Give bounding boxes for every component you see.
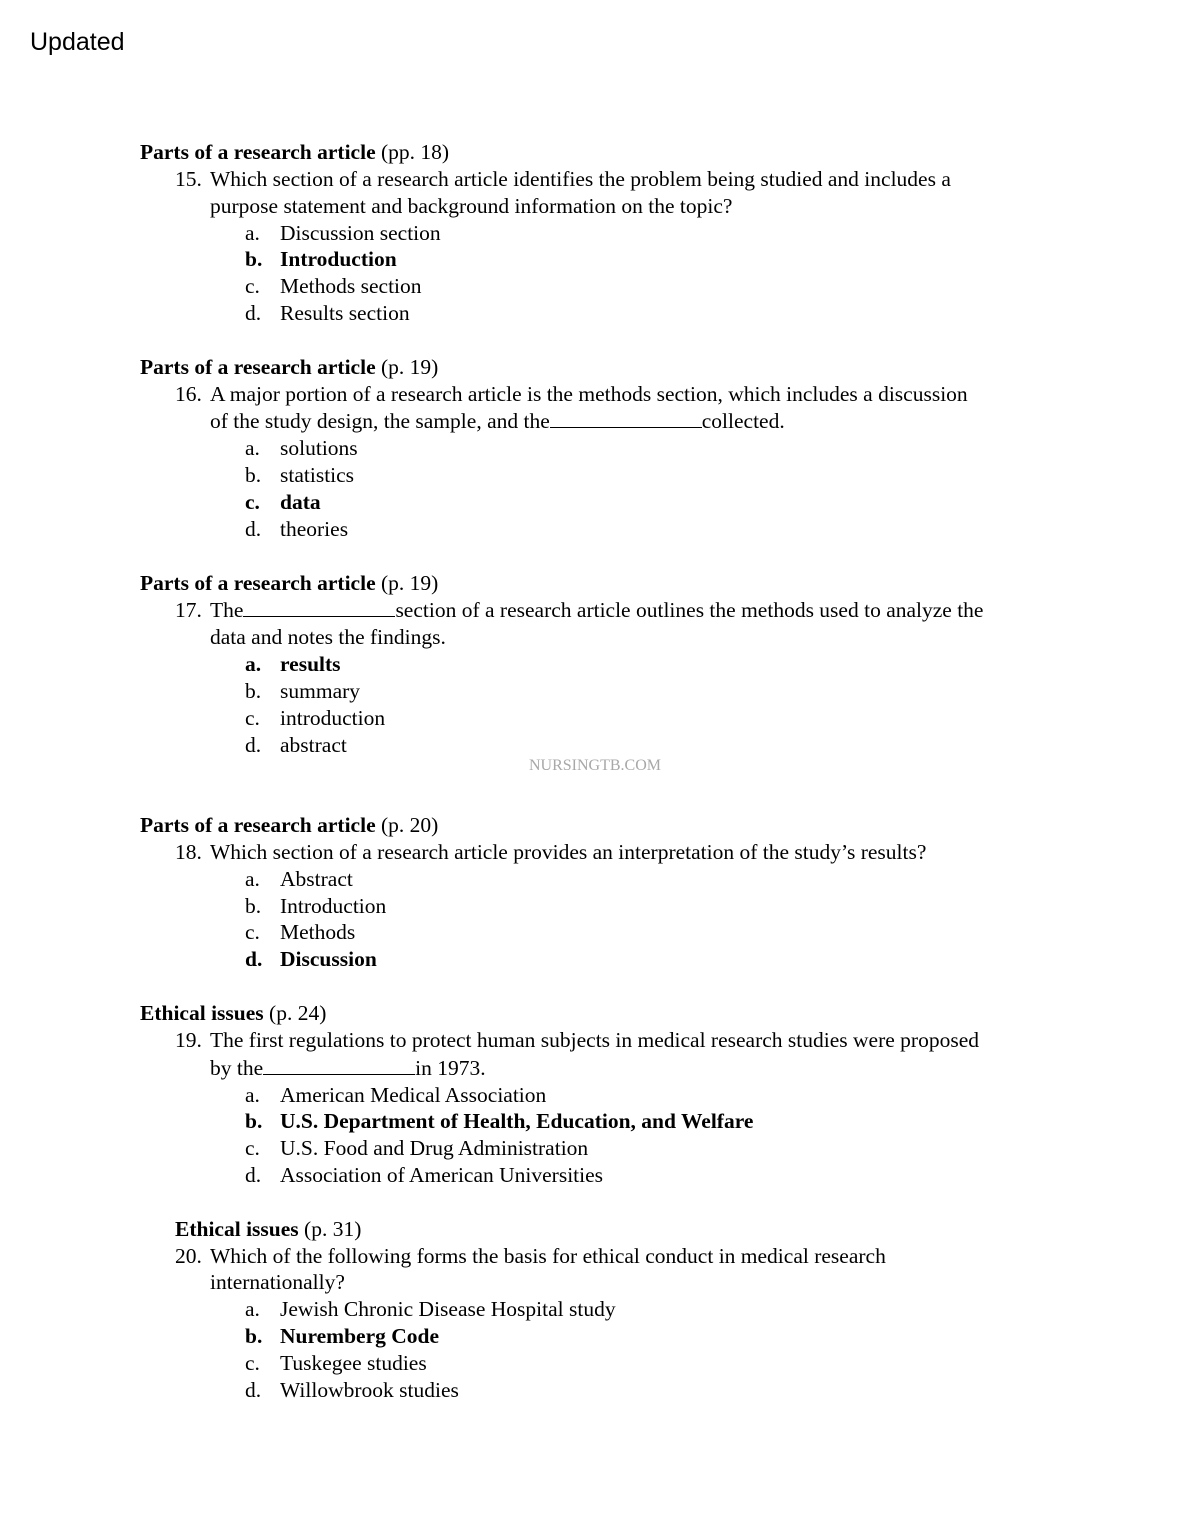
answer-option xyxy=(245,705,983,732)
fill-in-blank xyxy=(550,407,702,428)
page-reference: (p. 19) xyxy=(380,570,439,595)
question-text-line xyxy=(210,193,983,220)
answer-option xyxy=(245,435,983,462)
answer-option xyxy=(245,732,983,759)
answer-option xyxy=(245,1135,983,1162)
answer-option-correct xyxy=(245,246,983,273)
option-letter: a. xyxy=(245,652,262,677)
question-block xyxy=(140,1000,983,1189)
option-text: Methods section xyxy=(280,274,422,299)
option-letter: a. xyxy=(245,1082,260,1107)
option-letter: a. xyxy=(245,220,260,245)
option-letter: b. xyxy=(245,247,263,272)
question-text-line xyxy=(175,839,983,866)
section-heading xyxy=(175,1216,983,1243)
option-letter: b. xyxy=(245,678,262,703)
question-number: 18. xyxy=(175,839,202,864)
answer-option xyxy=(245,1162,983,1189)
option-letter: b. xyxy=(245,1109,263,1134)
topic-title: Ethical issues xyxy=(140,1001,264,1025)
topic-title: Parts of a research article xyxy=(140,140,376,164)
option-letter: c. xyxy=(245,274,260,299)
option-text: results xyxy=(280,652,341,677)
updated-label: Updated xyxy=(30,28,125,56)
section-heading xyxy=(140,354,983,381)
watermark: NURSINGTB.COM xyxy=(528,757,661,774)
question-number: 17. xyxy=(175,598,202,623)
section-heading xyxy=(140,812,983,839)
section-heading xyxy=(140,139,983,166)
question-block xyxy=(140,1216,983,1404)
answer-option-correct xyxy=(245,489,983,516)
topic-title: Parts of a research article xyxy=(140,570,376,595)
question-text: in 1973. xyxy=(415,1055,486,1080)
question-text: internationally? xyxy=(210,1270,345,1295)
question-text: Which section of a research article provides an interpretation of the study’s results? xyxy=(210,839,927,864)
option-text: Introduction xyxy=(280,893,387,918)
option-text: Nuremberg Code xyxy=(280,1324,440,1349)
option-text: solutions xyxy=(280,436,358,461)
question-text-line xyxy=(175,1027,983,1054)
topic-title: Parts of a research article xyxy=(140,354,376,379)
option-letter: a. xyxy=(245,866,260,891)
option-letter: c. xyxy=(245,1136,260,1161)
option-letter: a. xyxy=(245,436,260,461)
question-number: 16. xyxy=(175,381,202,406)
answer-option xyxy=(245,1377,983,1404)
option-text: introduction xyxy=(280,705,386,730)
question-text: The first regulations to protect human subjects in medical research studies were proposed xyxy=(210,1027,979,1052)
answer-option xyxy=(245,273,983,300)
question-text-line xyxy=(210,624,983,651)
question-text-line xyxy=(175,381,983,408)
option-letter: d. xyxy=(245,1163,262,1188)
fill-in-blank xyxy=(263,1054,415,1075)
option-text: Tuskegee studies xyxy=(280,1350,427,1375)
question-number: 15. xyxy=(175,166,202,191)
option-text: data xyxy=(280,489,321,514)
question-text: section of a research article outlines the methods used to analyze the xyxy=(395,598,984,623)
option-letter: c. xyxy=(245,489,260,514)
option-text: summary xyxy=(280,678,361,703)
answer-option xyxy=(245,1082,983,1109)
section-heading xyxy=(140,1000,983,1027)
option-text: Willowbrook studies xyxy=(280,1377,459,1402)
answer-option-correct xyxy=(245,946,983,973)
question-text: The xyxy=(210,598,244,623)
option-text: Introduction xyxy=(280,247,397,272)
option-letter: d. xyxy=(245,732,262,757)
question-text: collected. xyxy=(701,409,785,434)
question-text: Which of the following forms the basis for ethical conduct in medical research xyxy=(210,1243,886,1268)
answer-option xyxy=(245,516,983,543)
page-reference: (p. 24) xyxy=(269,1001,327,1025)
option-text: Discussion xyxy=(280,947,377,972)
question-text: by the xyxy=(210,1055,264,1080)
option-text: theories xyxy=(280,516,349,541)
answer-option xyxy=(245,220,983,247)
option-text: Jewish Chronic Disease Hospital study xyxy=(280,1297,616,1322)
question-text-line xyxy=(210,1269,983,1296)
topic-title: Parts of a research article xyxy=(140,813,376,838)
fill-in-blank xyxy=(243,596,395,617)
answer-option xyxy=(245,678,983,705)
option-text: U.S. Food and Drug Administration xyxy=(280,1136,589,1161)
section-heading xyxy=(140,570,983,597)
question-block xyxy=(140,570,983,759)
question-text-line xyxy=(175,1243,983,1270)
option-letter: b. xyxy=(245,893,262,918)
option-text: abstract xyxy=(280,732,347,757)
option-letter: c. xyxy=(245,920,260,945)
topic-title: Ethical issues xyxy=(175,1216,299,1241)
option-text: Association of American Universities xyxy=(280,1163,604,1188)
question-text: data and notes the findings. xyxy=(210,625,446,650)
option-text: Abstract xyxy=(280,866,353,891)
question-number: 20. xyxy=(175,1243,202,1268)
answer-option xyxy=(245,919,983,946)
page-reference: (p. 20) xyxy=(380,813,439,838)
option-letter: b. xyxy=(245,463,262,488)
option-text: U.S. Department of Health, Education, and Welfare xyxy=(280,1109,754,1134)
answer-option xyxy=(245,462,983,489)
option-letter: a. xyxy=(245,1297,260,1322)
option-text: Discussion section xyxy=(280,220,441,245)
question-text: Which section of a research article identifies the problem being studied and includes a xyxy=(210,166,951,191)
question-text-line xyxy=(210,407,983,435)
question-list xyxy=(140,139,983,1431)
option-letter: d. xyxy=(245,947,263,972)
answer-option xyxy=(245,300,983,327)
answer-option xyxy=(245,866,983,893)
option-letter: d. xyxy=(245,516,262,541)
page-reference: (p. 31) xyxy=(304,1216,362,1241)
question-text: purpose statement and background information on the topic? xyxy=(210,193,733,218)
option-text: statistics xyxy=(280,463,355,488)
question-text-line xyxy=(175,596,983,624)
option-letter: c. xyxy=(245,1350,260,1375)
page-reference: (p. 19) xyxy=(380,354,439,379)
answer-option-correct xyxy=(245,1108,983,1135)
option-text: Methods xyxy=(280,920,356,945)
option-text: American Medical Association xyxy=(280,1082,547,1107)
option-letter: c. xyxy=(245,705,260,730)
question-block xyxy=(140,354,983,543)
question-text-line xyxy=(210,1054,983,1082)
answer-option xyxy=(245,1350,983,1377)
answer-option xyxy=(245,1296,983,1323)
option-text: Results section xyxy=(280,301,410,326)
answer-option-correct xyxy=(245,651,983,678)
answer-option-correct xyxy=(245,1323,983,1350)
option-letter: b. xyxy=(245,1324,263,1349)
answer-option xyxy=(245,893,983,920)
question-text: A major portion of a research article is the methods section, which includes a discussion xyxy=(210,381,968,406)
option-letter: d. xyxy=(245,1377,262,1402)
question-number: 19. xyxy=(175,1027,202,1052)
option-letter: d. xyxy=(245,301,262,326)
question-text-line xyxy=(175,166,983,193)
question-text: of the study design, the sample, and the xyxy=(210,409,550,434)
question-block xyxy=(140,812,983,973)
page-reference: (pp. 18) xyxy=(380,140,450,164)
question-block xyxy=(140,139,983,327)
